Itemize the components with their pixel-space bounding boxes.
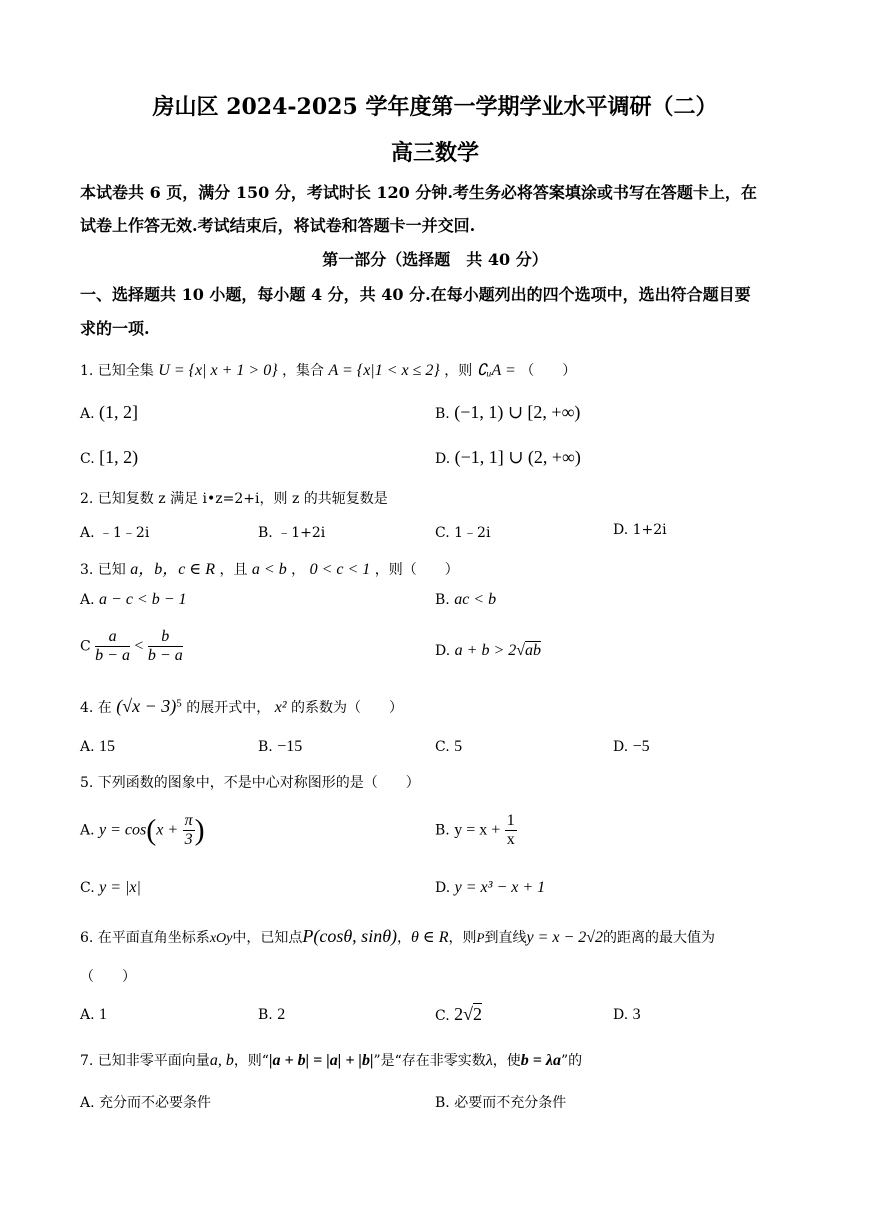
open-paren: ( <box>146 813 157 847</box>
q7-prefix: 7. 已知非零平面向量 <box>80 1053 210 1069</box>
q5-a-fraction <box>183 812 195 849</box>
q2-option-d[interactable] <box>613 522 667 538</box>
option-label: D. <box>435 451 451 467</box>
option-label: C. <box>80 880 95 896</box>
option-value: a − c < b − 1 <box>99 591 187 608</box>
option-label: D. <box>613 522 629 538</box>
q5-b-fraction <box>505 812 517 849</box>
option-value: 3 <box>632 1006 641 1023</box>
q2-option-b[interactable] <box>258 522 325 542</box>
option-value: 2 <box>454 1004 464 1024</box>
q2-option-c[interactable] <box>435 522 490 542</box>
q1-complement: ∁ᵤA = <box>476 362 516 379</box>
numerator: π <box>184 812 193 829</box>
option-value: ﹣1﹣2i <box>99 525 150 541</box>
q1-universal-set: U = {x| x + 1 > 0} <box>158 362 278 379</box>
q1-option-c[interactable] <box>80 447 138 468</box>
option-value: y = |x| <box>99 879 141 896</box>
exam-title: 房山区 2024-2025 学年度第一学期学业水平调研（二） <box>152 94 718 120</box>
q7-option-a[interactable] <box>80 1092 211 1112</box>
option-value: ac < b <box>454 591 497 608</box>
option-label: A. <box>80 822 95 839</box>
option-label: D. <box>613 1007 629 1023</box>
q7-mid: ，则“ <box>233 1053 269 1069</box>
option-label: D. <box>613 739 629 755</box>
option-label: C. <box>435 1008 450 1024</box>
q6-paren: （ ） <box>80 969 136 985</box>
q7-equation: b = λa <box>520 1052 561 1069</box>
q3-option-b[interactable] <box>435 591 496 609</box>
option-value: y = cos <box>99 821 147 839</box>
q6-mid: 中，已知点 <box>232 930 303 946</box>
q7-suffix: ”的 <box>560 1053 583 1069</box>
q3-c-fraction-right <box>148 628 183 665</box>
denominator: x <box>506 831 515 848</box>
radicand: ab <box>525 642 542 659</box>
q7-mid: ”是“存在非零实数 <box>373 1053 486 1069</box>
q3-option-c[interactable] <box>80 628 183 665</box>
option-label: B. <box>435 822 450 839</box>
option-value: 充分而不必要条件 <box>99 1095 212 1111</box>
option-label: C. <box>80 451 95 467</box>
option-label: C <box>80 638 91 655</box>
option-label: A. <box>80 592 95 608</box>
option-label: B. <box>258 525 273 541</box>
q4-prefix: 4. 在 <box>80 700 112 716</box>
q6-option-d[interactable] <box>613 1006 641 1024</box>
option-value: 15 <box>99 738 116 755</box>
q4-option-c[interactable] <box>435 738 462 756</box>
option-label: B. <box>258 1007 273 1023</box>
q1-mid: ，集合 <box>282 363 325 379</box>
q3-suffix: ，则（ ） <box>374 562 459 578</box>
option-value: y = x³ − x + 1 <box>454 879 546 896</box>
question-4 <box>80 696 403 717</box>
option-value: x + <box>156 821 179 839</box>
q3-option-d[interactable]: D. a + b > 2√ab <box>435 642 542 659</box>
option-value: 2 <box>277 1006 286 1023</box>
option-value: (1, 2] <box>99 402 139 422</box>
q6-line: y = x − 2√2 <box>526 929 604 946</box>
option-label: A. <box>80 525 95 541</box>
q4-mid: 的展开式中， <box>186 700 271 716</box>
option-value: (−1, 1] ∪ (2, +∞) <box>454 447 581 467</box>
q3-c-fraction-left <box>95 628 130 665</box>
q3-mid: ，且 <box>219 562 248 578</box>
q1-option-b[interactable] <box>435 402 580 423</box>
q6-option-a[interactable] <box>80 1006 107 1024</box>
option-value: 1﹣2i <box>454 525 491 541</box>
option-value: [1, 2) <box>99 447 139 467</box>
option-label: A. <box>80 1007 95 1023</box>
q4-option-b[interactable] <box>258 738 302 756</box>
section-heading-line2: 求的一项. <box>80 319 150 338</box>
q3-sep: ， <box>291 562 306 578</box>
q4-exponent: 5 <box>176 697 182 710</box>
q6-mid: ， <box>397 930 412 946</box>
q5-option-b[interactable] <box>435 812 517 849</box>
q4-term: x² <box>274 699 287 716</box>
option-value: 1+2i <box>632 522 667 538</box>
q6-mid: ，则 <box>448 930 477 946</box>
q3-vars: a，b，c ∈ R <box>130 561 215 578</box>
option-value: −15 <box>277 738 303 755</box>
q6-coord-system: xOy <box>209 931 233 946</box>
radicand: 2 <box>473 1004 483 1024</box>
q1-paren: （ ） <box>520 363 577 379</box>
q1-prefix: 1. 已知全集 <box>80 363 154 379</box>
q1-option-d[interactable] <box>435 447 581 468</box>
question-6 <box>80 926 715 947</box>
q7-vectors: a, b <box>209 1052 234 1069</box>
denominator: b − a <box>95 647 130 664</box>
option-value: 1 <box>99 1006 108 1023</box>
option-value: ﹣1+2i <box>277 525 326 541</box>
question-2: 2. 已知复数 z 满足 i•z=2+i，则 z 的共轭复数是 <box>80 491 388 507</box>
option-value: 5 <box>454 738 463 755</box>
option-label: C. <box>435 739 450 755</box>
instructions-line1: 本试卷共 6 页，满分 150 分，考试时长 120 分钟.考生务必将答案填涂或书写在答题卡上，在 <box>80 183 757 202</box>
close-paren: ) <box>194 813 205 847</box>
denominator: 3 <box>184 831 193 848</box>
q6-point: P(cosθ, sinθ) <box>302 926 398 946</box>
question-1 <box>80 360 576 380</box>
less-than: < <box>134 637 144 655</box>
option-value: (−1, 1) ∪ [2, +∞) <box>454 402 581 422</box>
q3-prefix: 3. 已知 <box>80 562 126 578</box>
q6-point-label: P <box>476 930 485 945</box>
option-label: B. <box>258 739 273 755</box>
q1-suffix: ，则 <box>444 363 473 379</box>
option-label: A. <box>80 1095 95 1111</box>
option-value: 必要而不充分条件 <box>454 1095 567 1111</box>
denominator: b − a <box>147 647 183 664</box>
numerator: a <box>95 628 130 647</box>
q7-condition: |a + b| = |a| + |b| <box>268 1052 374 1069</box>
q6-option-c[interactable]: C. 2√2 <box>435 1004 483 1024</box>
numerator: b <box>148 628 183 647</box>
q5-option-c[interactable] <box>80 879 141 897</box>
option-label: D. <box>435 643 451 659</box>
q2-option-a[interactable] <box>80 522 149 542</box>
q1-option-a[interactable] <box>80 402 138 423</box>
option-label: A. <box>80 406 95 422</box>
part-title: 第一部分（选择题 共 40 分） <box>322 250 548 269</box>
question-3 <box>80 556 459 579</box>
q5-option-a[interactable] <box>80 812 205 849</box>
option-label: B. <box>435 406 450 422</box>
section-heading-line1: 一、选择题共 10 小题，每小题 4 分，共 40 分.在每小题列出的四个选项中，选出符合题目要 <box>80 285 751 304</box>
q7-mid: ，使 <box>492 1053 521 1069</box>
question-7 <box>80 1050 582 1070</box>
option-label: A. <box>80 739 95 755</box>
q5-option-d[interactable] <box>435 879 545 897</box>
q3-cond2: 0 < c < 1 <box>309 561 371 578</box>
option-label: D. <box>435 880 451 896</box>
option-label: B. <box>435 1095 450 1111</box>
option-value: −5 <box>632 738 650 755</box>
numerator: 1 <box>506 812 515 829</box>
q7-lambda: λ <box>485 1052 493 1069</box>
option-label: B. <box>435 592 450 608</box>
q4-option-a[interactable] <box>80 738 115 756</box>
q6-prefix: 6. 在平面直角坐标系 <box>80 930 210 946</box>
q7-option-b[interactable] <box>435 1092 566 1112</box>
q6-mid: 到直线 <box>484 930 527 946</box>
option-value: a + b > 2 <box>454 642 517 659</box>
option-label: C. <box>435 525 450 541</box>
q3-cond1: a < b <box>251 561 287 578</box>
q4-suffix: 的系数为（ ） <box>291 700 404 716</box>
q6-cond: θ ∈ R <box>411 929 449 946</box>
q3-option-a[interactable] <box>80 591 187 609</box>
q6-option-b[interactable] <box>258 1006 285 1024</box>
question-5: 5. 下列函数的图象中，不是中心对称图形的是（ ） <box>80 775 420 791</box>
q6-suffix: 的距离的最大值为 <box>603 930 716 946</box>
option-value: y = x + <box>454 821 501 839</box>
q1-set-a: A = {x|1 < x ≤ 2} <box>328 362 440 379</box>
instructions-line2: 试卷上作答无效.考试结束后，将试卷和答题卡一并交回. <box>80 216 476 235</box>
q4-option-d[interactable] <box>613 738 650 756</box>
q4-expression: (√x − 3) <box>116 696 177 716</box>
exam-subject: 高三数学 <box>390 140 479 166</box>
